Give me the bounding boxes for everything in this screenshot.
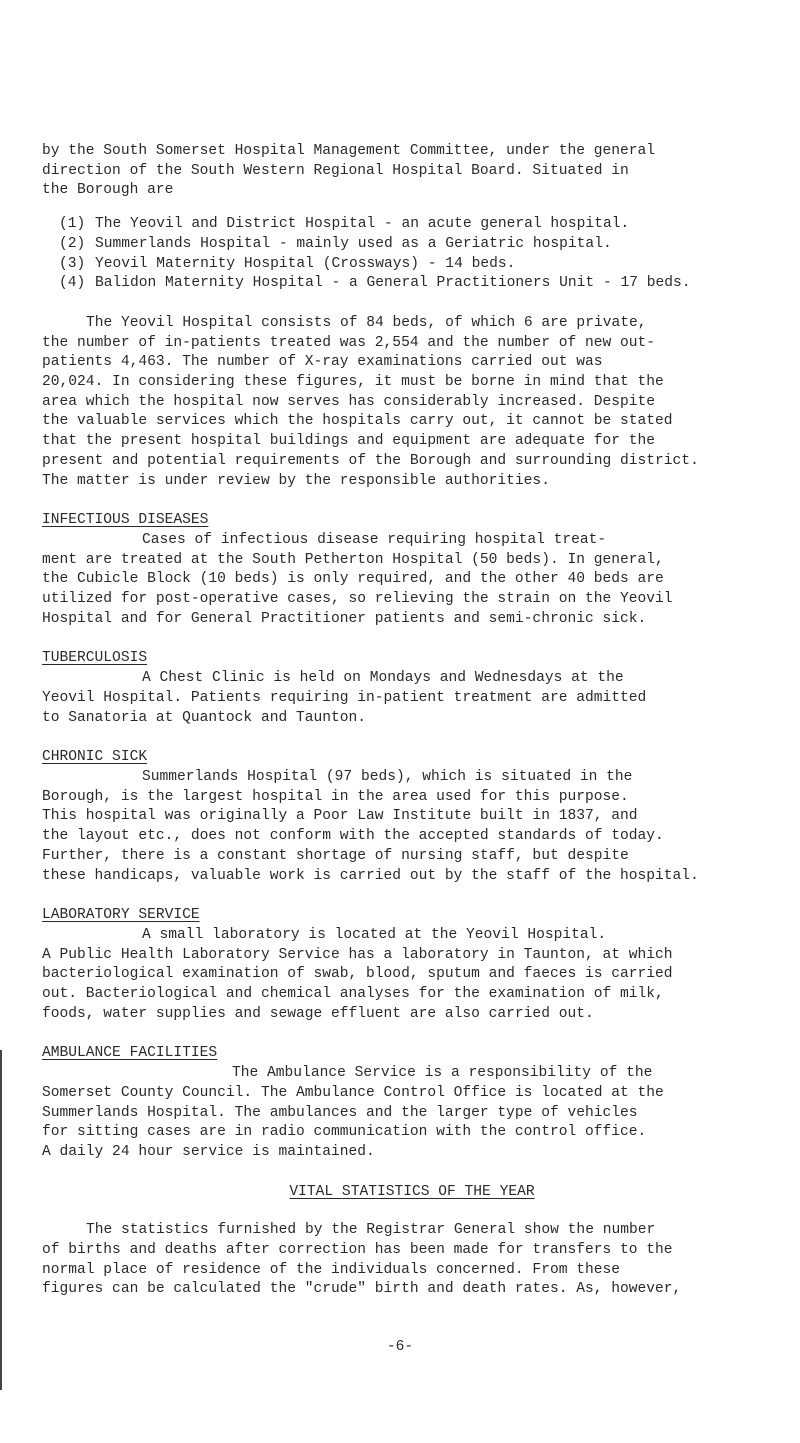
text-line: 20,024. In considering these figures, it must be borne in mind that the bbox=[42, 374, 664, 391]
text-line: present and potential requirements of the Borough and surrounding district. bbox=[42, 452, 699, 469]
text-line: normal place of residence of the individuals concerned. From these bbox=[42, 1261, 621, 1278]
list-text: The Yeovil and District Hospital - an acute general hospital. bbox=[95, 216, 630, 233]
list-text: Yeovil Maternity Hospital (Crossways) - 14 beds. bbox=[95, 255, 516, 272]
intro-paragraph bbox=[42, 142, 782, 201]
list-item bbox=[59, 255, 782, 275]
text-line: the Borough are bbox=[42, 182, 174, 199]
text-line: the valuable services which the hospitals carry out, it cannot be stated bbox=[42, 413, 673, 430]
text-line: these handicaps, valuable work is carried out by the staff of the hospital. bbox=[42, 867, 699, 884]
text-line: The Yeovil Hospital consists of 84 beds, of which 6 are private, bbox=[86, 314, 647, 331]
infectious-diseases-section bbox=[42, 511, 782, 629]
text-line: the layout etc., does not conform with the accepted standards of today. bbox=[42, 828, 664, 845]
text-line: the Cubicle Block (10 beds) is only required, and the other 40 beds are bbox=[42, 571, 664, 588]
text-line: foods, water supplies and sewage effluent are also carried out. bbox=[42, 1005, 594, 1022]
section-heading: TUBERCULOSIS bbox=[42, 650, 148, 667]
text-line: Borough, is the largest hospital in the area used for this purpose. bbox=[42, 788, 629, 805]
list-text: Summerlands Hospital - mainly used as a Geriatric hospital. bbox=[95, 235, 612, 252]
text-line: Somerset County Council. The Ambulance Control Office is located at the bbox=[42, 1084, 664, 1101]
laboratory-service-section bbox=[42, 906, 782, 1024]
text-line: A Public Health Laboratory Service has a laboratory in Taunton, at which bbox=[42, 946, 673, 963]
section-heading: VITAL STATISTICS OF THE YEAR bbox=[289, 1183, 535, 1200]
text-line: the number of in-patients treated was 2,554 and the number of new out- bbox=[42, 334, 656, 351]
list-text: Balidon Maternity Hospital - a General Practitioners Unit - 17 beds. bbox=[95, 275, 691, 292]
ambulance-facilities-section bbox=[42, 1044, 782, 1162]
tuberculosis-section bbox=[42, 649, 782, 728]
list-item bbox=[59, 235, 782, 255]
section-heading: CHRONIC SICK bbox=[42, 749, 148, 766]
text-line: ment are treated at the South Petherton Hospital (50 beds). In general, bbox=[42, 551, 664, 568]
text-line: Cases of infectious disease requiring hospital treat- bbox=[142, 531, 607, 548]
text-line: Yeovil Hospital. Patients requiring in-patient treatment are admitted bbox=[42, 689, 647, 706]
yeovil-hospital-paragraph bbox=[42, 314, 782, 491]
text-line: The matter is under review by the responsible authorities. bbox=[42, 472, 550, 489]
text-line: to Sanatoria at Quantock and Taunton. bbox=[42, 709, 367, 726]
text-line: A small laboratory is located at the Yeovil Hospital. bbox=[142, 926, 607, 943]
text-line: figures can be calculated the "crude" birth and death rates. As, however, bbox=[42, 1281, 682, 1298]
text-line: area which the hospital now serves has considerably increased. Despite bbox=[42, 393, 656, 410]
list-number: (2) bbox=[59, 235, 86, 252]
page-number: -6- bbox=[386, 1339, 414, 1355]
section-heading: LABORATORY SERVICE bbox=[42, 907, 200, 924]
list-item bbox=[59, 215, 782, 235]
text-line: Summerlands Hospital (97 beds), which is situated in the bbox=[142, 768, 633, 785]
text-line: A Chest Clinic is held on Mondays and Wednesdays at the bbox=[142, 670, 624, 687]
text-line: The Ambulance Service is a responsibility of the bbox=[232, 1065, 653, 1082]
text-line: of births and deaths after correction has been made for transfers to the bbox=[42, 1242, 673, 1259]
text-line: This hospital was originally a Poor Law Institute built in 1837, and bbox=[42, 808, 638, 825]
text-line: direction of the South Western Regional Hospital Board. Situated in bbox=[42, 162, 629, 179]
text-line: A daily 24 hour service is maintained. bbox=[42, 1143, 375, 1160]
text-line: that the present hospital buildings and equipment are adequate for the bbox=[42, 433, 656, 450]
list-number: (3) bbox=[59, 255, 86, 272]
section-heading: INFECTIOUS DISEASES bbox=[42, 512, 209, 529]
chronic-sick-section bbox=[42, 748, 782, 886]
list-number: (4) bbox=[59, 275, 86, 292]
document-page bbox=[42, 142, 782, 1300]
text-line: by the South Somerset Hospital Management Committee, under the general bbox=[42, 143, 656, 159]
text-line: Summerlands Hospital. The ambulances and the larger type of vehicles bbox=[42, 1104, 638, 1121]
text-line: out. Bacteriological and chemical analyses for the examination of milk, bbox=[42, 986, 664, 1003]
list-item bbox=[59, 274, 782, 294]
text-line: patients 4,463. The number of X-ray examinations carried out was bbox=[42, 354, 603, 371]
section-heading: AMBULANCE FACILITIES bbox=[42, 1045, 218, 1062]
text-line: utilized for post-operative cases, so relieving the strain on the Yeovil bbox=[42, 591, 673, 608]
vital-statistics-section bbox=[42, 1183, 782, 1301]
text-line: bacteriological examination of swab, blood, sputum and faeces is carried bbox=[42, 966, 673, 983]
text-line: for sitting cases are in radio communication with the control office. bbox=[42, 1124, 647, 1141]
text-line: The statistics furnished by the Registrar General show the number bbox=[86, 1222, 656, 1239]
hospital-list bbox=[59, 215, 782, 294]
text-line: Further, there is a constant shortage of nursing staff, but despite bbox=[42, 847, 629, 864]
list-number: (1) bbox=[59, 216, 86, 233]
text-line: Hospital and for General Practitioner patients and semi-chronic sick. bbox=[42, 610, 647, 627]
